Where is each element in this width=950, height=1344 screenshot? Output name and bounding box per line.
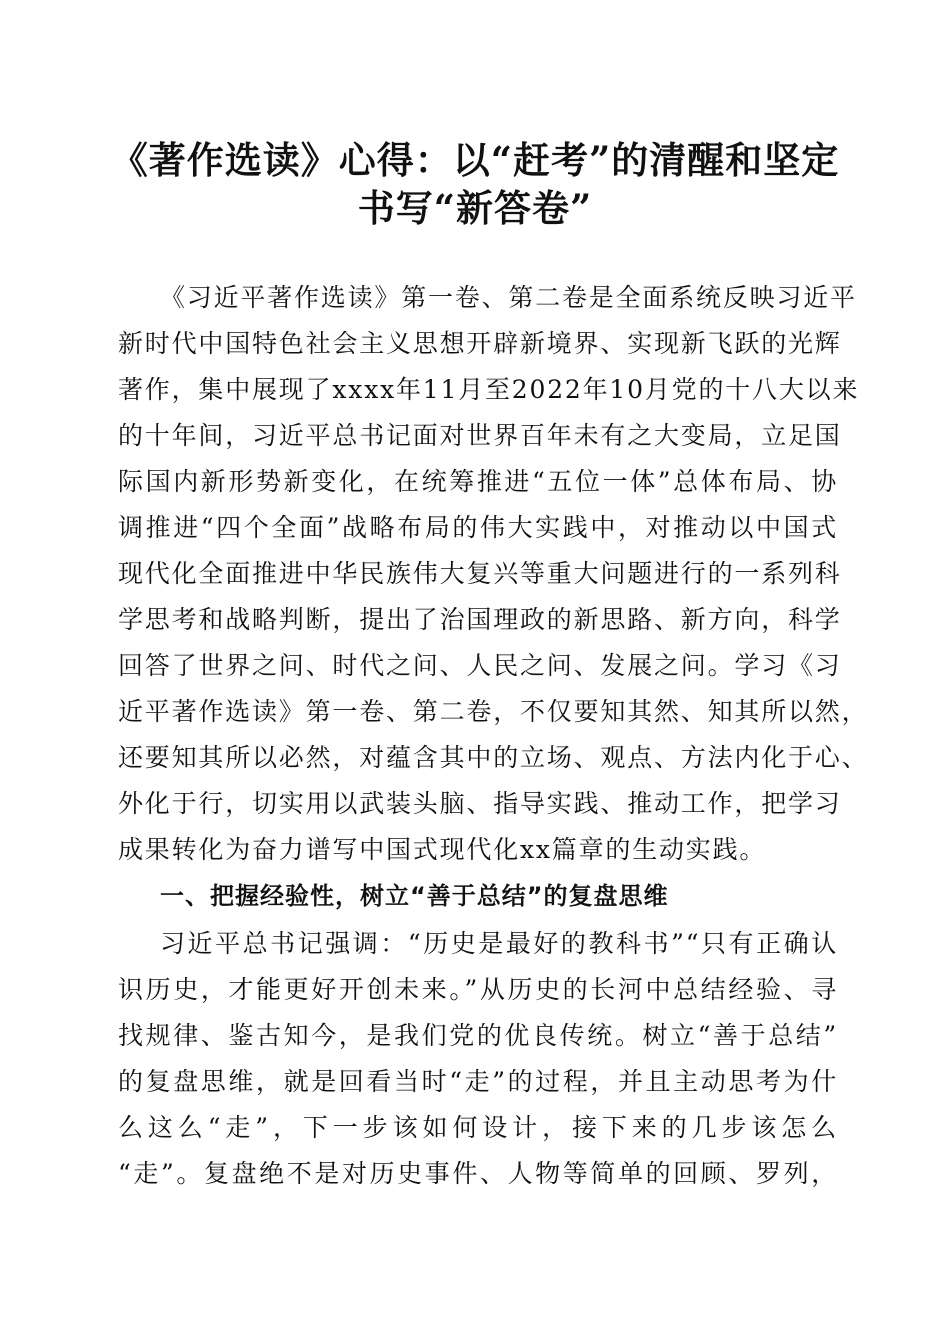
section-heading: 一、把握经验性，树立“善于总结”的复盘思维 [160,882,669,910]
text-line: 新时代中国特色社会主义思想开辟新境界、实现新飞跃的光辉 [118,329,842,358]
text-line: 学思考和战略判断，提出了治国理政的新思路、新方向，科学 [118,605,842,634]
title-line: 书写“新答卷” [357,186,593,230]
document-title [100,136,850,232]
text-line: 著作，集中展现了xxxx年11月至2022年10月党的十八大以来 [118,375,860,404]
paragraph-intro [118,275,869,873]
text-line: 还要知其所以必然，对蕴含其中的立场、观点、方法内化于心、 [118,743,869,772]
text-line: 识历史，才能更好开创未来。”从历史的长河中总结经验、寻 [118,975,838,1004]
text-line: 么这么“走”，下一步该如何设计，接下来的几步该怎么 [118,1113,838,1142]
text-line: 近平著作选读》第一卷、第二卷，不仅要知其然、知其所以然， [118,697,869,726]
text-line: 《习近平著作选读》第一卷、第二卷是全面系统反映习近平 [160,283,857,312]
text-line: 成果转化为奋力谱写中国式现代化xx篇章的生动实践。 [118,835,767,864]
text-line: “走”。复盘绝不是对历史事件、人物等简单的回顾、罗列， [118,1159,838,1188]
text-line: 调推进“四个全面”战略布局的伟大实践中，对推动以中国式 [118,513,838,542]
document-body [118,275,869,1197]
text-line: 外化于行，切实用以武装头脑、指导实践、推动工作，把学习 [118,789,842,818]
text-line: 际国内新形势新变化，在统筹推进“五位一体”总体布局、协 [118,467,838,496]
text-line: 现代化全面推进中华民族伟大复兴等重大问题进行的一系列科 [118,559,842,588]
text-line: 的十年间，习近平总书记面对世界百年未有之大变局，立足国 [118,421,842,450]
title-line: 《著作选读》心得：以“赶考”的清醒和坚定 [110,138,840,182]
text-line: 的复盘思维，就是回看当时“走”的过程，并且主动思考为什 [118,1067,838,1096]
text-line: 回答了世界之问、时代之问、人民之问、发展之问。学习《习 [118,651,842,680]
paragraph-section-1 [118,921,838,1197]
text-line: 习近平总书记强调：“历史是最好的教科书”“只有正确认 [160,929,838,958]
text-line: 找规律、鉴古知今，是我们党的优良传统。树立“善于总结” [118,1021,838,1050]
